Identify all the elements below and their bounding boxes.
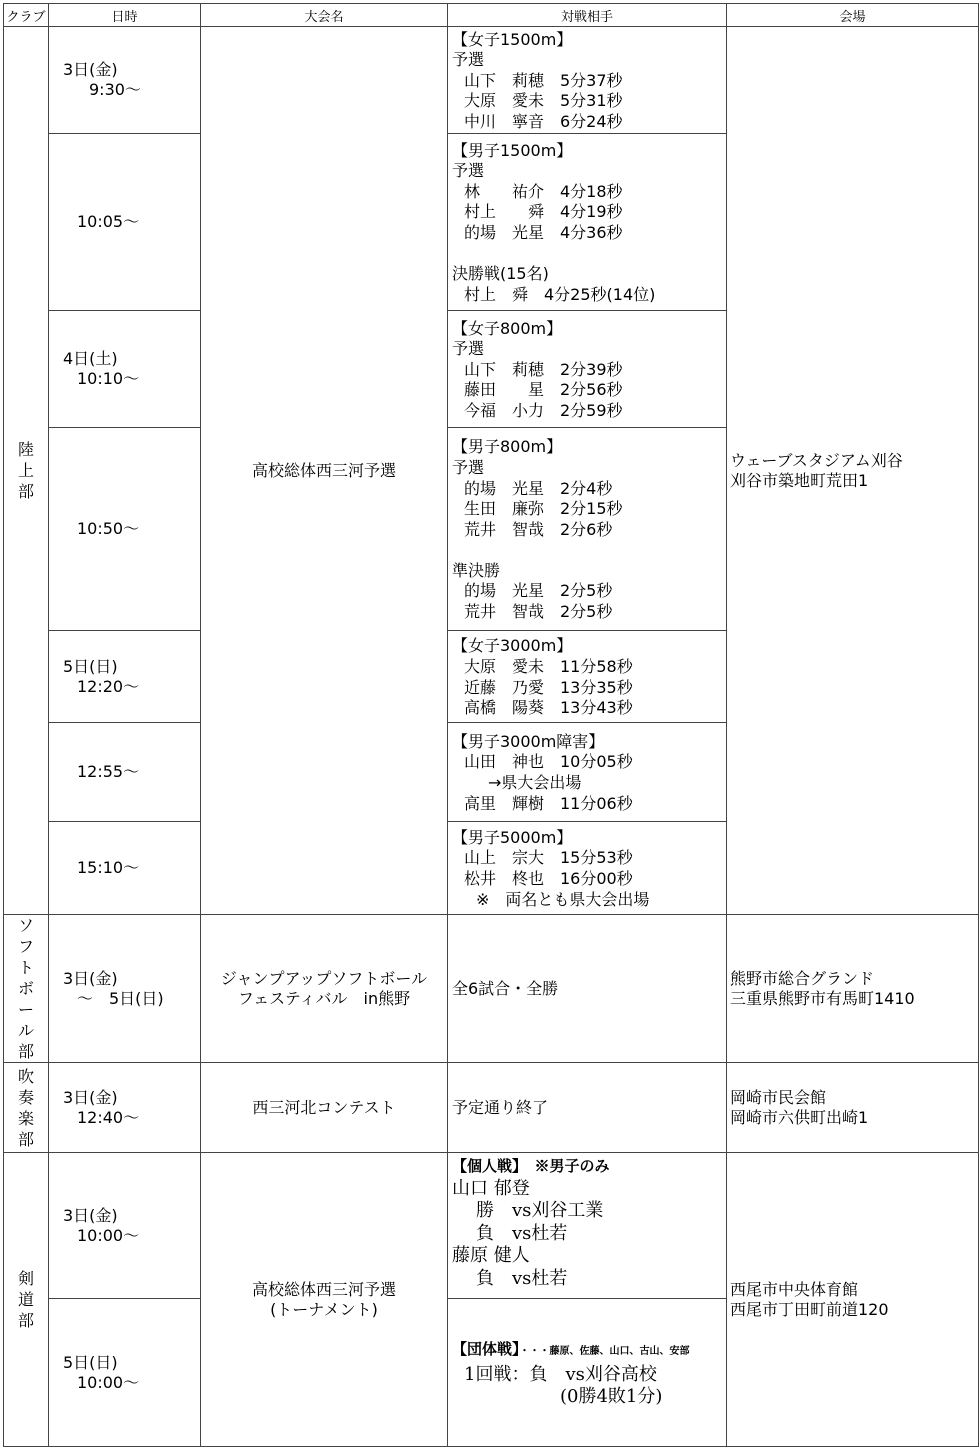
result-men-1500: 【男子1500m】 予選 林 祐介 4分18秒 村上 舜 4分19秒 的場 光星 4分36秒 決勝戦(15名) 村上 舜 4分25秒(14位) — [448, 134, 727, 311]
result-women-800: 【女子800m】 予選 山下 莉穂 2分39秒 藤田 星 2分56秒 今福 小力 2分59秒 — [448, 311, 727, 428]
header-event: 大会名 — [201, 4, 448, 27]
event-track: 高校総体西三河予選 — [201, 27, 448, 915]
date: 3日(金) — [63, 60, 118, 79]
datetime-cell — [49, 822, 201, 915]
date: 3日(金) — [63, 968, 118, 988]
datetime-cell — [49, 1153, 201, 1299]
time: 10:05〜 — [77, 212, 140, 231]
time: 12:40〜 — [77, 1107, 140, 1127]
result-kendo-individual: 【個人戦】 ※男子のみ 山口 郁登 勝 vs刈谷工業 負 vs杜若 藤原 健人 負 vs杜若 — [448, 1153, 727, 1299]
result-band: 予定通り終了 — [448, 1063, 727, 1153]
header-venue: 会場 — [727, 4, 979, 27]
date: 5日(日) — [63, 656, 118, 676]
result-men-800: 【男子800m】 予選 的場 光星 2分4秒 生田 廉弥 2分15秒 荒井 智哉 2分6秒 準決勝 的場 光星 2分5秒 荒井 智哉 2分5秒 — [448, 428, 727, 631]
result-women-3000: 【女子3000m】 大原 愛未 11分58秒 近藤 乃愛 13分35秒 高橋 陽葵 13分43秒 — [448, 631, 727, 723]
result-softball: 全6試合・全勝 — [448, 915, 727, 1063]
date: 3日(金) — [63, 1205, 118, 1225]
datetime-cell — [49, 27, 201, 134]
header-opponent: 対戦相手 — [448, 4, 727, 27]
date: 5日(日) — [63, 1352, 118, 1372]
result-kendo-team: 【団体戦】・・・藤原、佐藤、山口、古山、安部 1回戦：負 vs刈谷高校 (0勝4敗1分) — [448, 1299, 727, 1447]
datetime-cell — [49, 311, 201, 428]
datetime-cell — [49, 631, 201, 723]
venue-track: ウェーブスタジアム刈谷 刈谷市築地町荒田1 — [727, 27, 979, 915]
venue-kendo: 西尾市中央体育館 西尾市丁田町前道120 — [727, 1153, 979, 1447]
schedule-table — [3, 3, 979, 1447]
time: 10:00〜 — [77, 1225, 140, 1245]
result-women-1500: 【女子1500m】 予選 山下 莉穂 5分37秒 大原 愛未 5分31秒 中川 寧音 6分24秒 — [448, 27, 727, 134]
header-datetime: 日時 — [49, 4, 201, 27]
club-softball: ソ フ ト ボ ー ル 部 — [4, 915, 49, 1063]
club-band: 吹 奏 楽 部 — [4, 1063, 49, 1153]
event-band: 西三河北コンテスト — [201, 1063, 448, 1153]
header-club: クラブ — [4, 4, 49, 27]
time: 10:50〜 — [77, 519, 140, 538]
datetime-cell — [49, 134, 201, 311]
datetime-cell — [49, 723, 201, 822]
result-men-5000: 【男子5000m】 山上 宗大 15分53秒 松井 柊也 16分00秒 ※ 両名とも県大会出場 — [448, 822, 727, 915]
kendo-row-1 — [4, 1153, 979, 1299]
time: 10:10〜 — [77, 369, 140, 388]
band-row — [4, 1063, 979, 1153]
event-kendo: 高校総体西三河予選 (トーナメント) — [201, 1153, 448, 1447]
time: 12:55〜 — [77, 762, 140, 781]
time: 10:00〜 — [77, 1372, 140, 1392]
time: 〜 5日(日) — [77, 988, 164, 1008]
time: 12:20〜 — [77, 676, 140, 696]
time: 9:30〜 — [89, 80, 141, 99]
datetime-cell — [49, 1063, 201, 1153]
track-row-1 — [4, 27, 979, 134]
venue-softball: 熊野市総合グランド 三重県熊野市有馬町1410 — [727, 915, 979, 1063]
club-track: 陸 上 部 — [4, 27, 49, 915]
result-men-3000sc: 【男子3000m障害】 山田 神也 10分05秒 →県大会出場 高里 輝樹 11分06秒 — [448, 723, 727, 822]
datetime-cell — [49, 1299, 201, 1447]
time: 15:10〜 — [77, 858, 140, 877]
club-kendo: 剣 道 部 — [4, 1153, 49, 1447]
header-row — [4, 4, 979, 27]
event-softball: ジャンプアップソフトボール フェスティバル in熊野 — [201, 915, 448, 1063]
datetime-cell — [49, 915, 201, 1063]
date: 3日(金) — [63, 1087, 118, 1107]
date: 4日(土) — [63, 349, 118, 368]
softball-row — [4, 915, 979, 1063]
venue-band: 岡崎市民会館 岡崎市六供町出崎1 — [727, 1063, 979, 1153]
datetime-cell — [49, 428, 201, 631]
